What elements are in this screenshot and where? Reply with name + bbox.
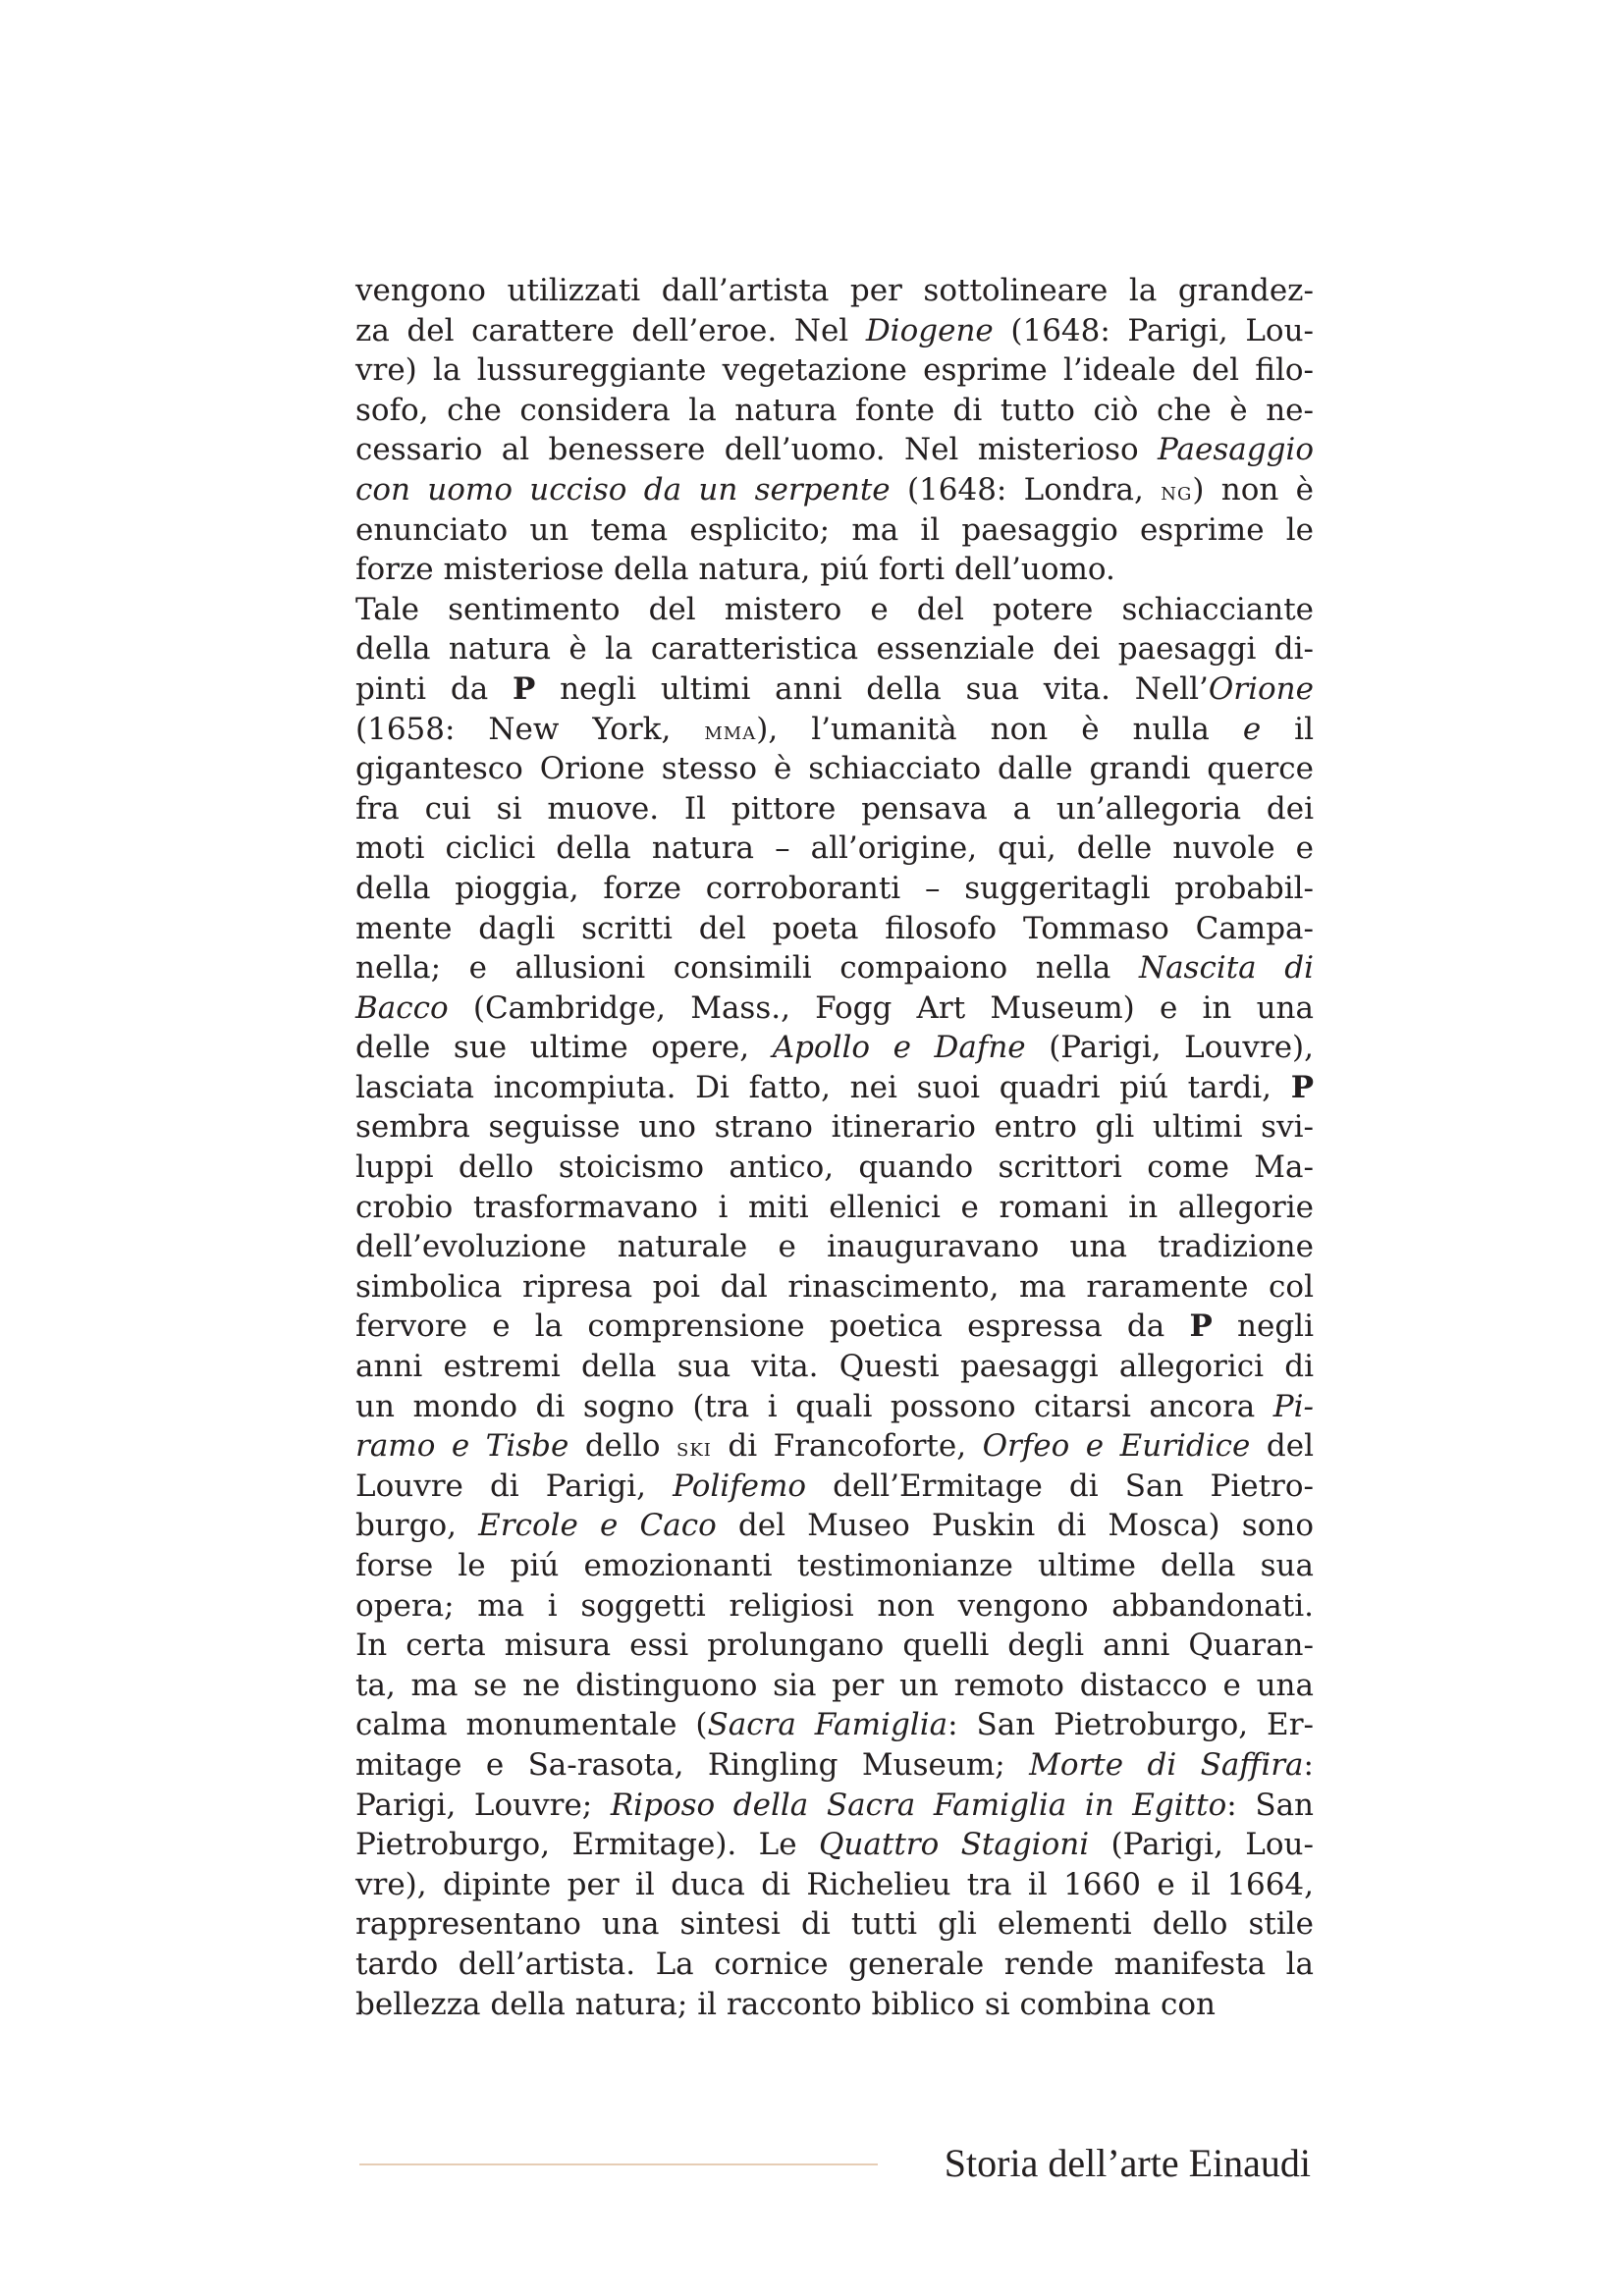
text-line xyxy=(355,1267,1314,1308)
italic-title: Orfeo e Euridice xyxy=(982,1428,1251,1465)
text-run: dello xyxy=(568,1428,676,1465)
text-run: nella; e allusioni consimili compaiono nella xyxy=(355,950,1139,987)
text-line xyxy=(355,1227,1314,1267)
italic-title: Quattro Stagioni xyxy=(819,1827,1090,1863)
text-run: il xyxy=(1261,711,1314,747)
italic-title: Sacra Famiglia xyxy=(707,1707,948,1743)
text-run: ) non è xyxy=(1192,471,1314,507)
text-run: vengono utilizzati dall’artista per sottolineare la grandez- xyxy=(355,273,1314,308)
text-line xyxy=(355,1426,1314,1467)
text-run: di Francoforte, xyxy=(711,1428,983,1465)
text-line xyxy=(355,629,1314,669)
bold-initial: P xyxy=(1189,1308,1213,1345)
text-line xyxy=(355,1467,1314,1507)
text-line xyxy=(355,1347,1314,1387)
text-run: (1648: Parigi, Lou- xyxy=(993,312,1315,348)
text-run: negli ultimi anni della sua vita. Nell’ xyxy=(535,670,1209,707)
text-run: tardo dell’artista. La cornice generale rende manifesta la xyxy=(355,1946,1314,1982)
text-line xyxy=(355,1825,1314,1865)
text-line xyxy=(355,350,1314,391)
bold-initial: P xyxy=(1290,1069,1314,1105)
text-run: delle sue ultime opere, xyxy=(355,1030,773,1066)
text-line xyxy=(355,789,1314,829)
text-line xyxy=(355,271,1314,311)
text-line xyxy=(355,1068,1314,1108)
text-line xyxy=(355,550,1314,590)
italic-title: Morte di Saffira xyxy=(1029,1746,1304,1783)
text-run: (Parigi, Louvre), xyxy=(1025,1030,1314,1066)
body-text xyxy=(355,271,1314,2024)
text-run: (1658: New York, xyxy=(355,711,705,747)
italic-title: ramo e Tisbe xyxy=(355,1428,569,1465)
text-line xyxy=(355,1945,1314,1985)
text-line xyxy=(355,909,1314,949)
italic-title: Riposo della Sacra Famiglia in Egitto xyxy=(610,1787,1227,1823)
text-run: un mondo di sogno (tra i quali possono citarsi ancora xyxy=(355,1388,1273,1424)
text-run: Louvre di Parigi, xyxy=(355,1468,674,1504)
text-line xyxy=(355,1705,1314,1745)
text-line xyxy=(355,1546,1314,1586)
text-run: dell’evoluzione naturale e inauguravano una tradizione xyxy=(355,1229,1314,1265)
text-run: (Parigi, Lou- xyxy=(1089,1827,1314,1863)
footer-title: Storia dell’arte Einaudi xyxy=(944,2141,1311,2185)
text-run: fervore e la comprensione poetica espressa da xyxy=(355,1308,1190,1345)
text-run: vre), dipinte per il duca di Richelieu tra il 1660 e il 1664, xyxy=(355,1866,1314,1902)
text-run: enunciato un tema esplicito; ma il paesaggio esprime le xyxy=(355,511,1314,548)
text-run: negli xyxy=(1212,1308,1314,1345)
text-run: vre) la lussureggiante vegetazione esprime l’ideale del filo- xyxy=(355,352,1314,389)
text-run: sofo, che considera la natura fonte di tutto ciò che è ne- xyxy=(355,392,1314,428)
text-run: za del carattere dell’eroe. Nel xyxy=(355,312,866,348)
text-line xyxy=(355,510,1314,551)
italic-title: Polifemo xyxy=(673,1468,807,1504)
footer-rule xyxy=(359,2163,878,2165)
text-line xyxy=(355,430,1314,470)
text-line xyxy=(355,1506,1314,1546)
text-run: fra cui si muove. Il pittore pensava a un’allegoria dei xyxy=(355,790,1314,827)
text-run: : xyxy=(1303,1746,1314,1783)
italic-title: Apollo e Dafne xyxy=(772,1030,1026,1066)
text-run: burgo, xyxy=(355,1508,479,1544)
text-run: mitage e Sa-rasota, Ringling Museum; xyxy=(355,1746,1030,1783)
text-run: anni estremi della sua vita. Questi paesaggi allegorici di xyxy=(355,1349,1314,1385)
text-line xyxy=(355,311,1314,351)
italic-title: con uomo ucciso da un serpente xyxy=(355,471,891,507)
small-caps-abbrev: mma xyxy=(704,715,757,745)
text-run: Parigi, Louvre; xyxy=(355,1787,611,1823)
text-line xyxy=(355,1865,1314,1905)
text-line xyxy=(355,1107,1314,1148)
text-run: Pietroburgo, Ermitage). Le xyxy=(355,1827,819,1863)
italic-title: Pi- xyxy=(1272,1388,1314,1424)
italic-title: Nascita di xyxy=(1138,950,1314,987)
text-run: mente dagli scritti del poeta filosofo Tommaso Campa- xyxy=(355,910,1314,946)
italic-title: Bacco xyxy=(355,989,449,1026)
text-run: moti ciclici della natura – all’origine, qui, delle nuvole e xyxy=(355,830,1314,867)
text-run: forze misteriose della natura, piú forti dell’uomo. xyxy=(355,552,1115,588)
text-line xyxy=(355,1985,1314,2025)
text-run: rappresentano una sintesi di tutti gli elementi dello stile xyxy=(355,1906,1314,1943)
text-line xyxy=(355,749,1314,789)
text-run: opera; ma i soggetti religiosi non vengono abbandonati. xyxy=(355,1587,1314,1624)
text-run: della pioggia, forze corroboranti – suggeritagli probabil- xyxy=(355,870,1314,906)
text-line xyxy=(355,391,1314,431)
text-line xyxy=(355,710,1314,750)
text-run: (1648: Londra, xyxy=(890,471,1162,507)
italic-title: Ercole e Caco xyxy=(478,1508,717,1544)
text-line xyxy=(355,590,1314,630)
bold-initial: P xyxy=(512,670,536,707)
text-run: In certa misura essi prolungano quelli degli anni Quaran- xyxy=(355,1628,1314,1664)
text-run: gigantesco Orione stesso è schiacciato dalle grandi querce xyxy=(355,751,1314,787)
text-run: bellezza della natura; il racconto biblico si combina con xyxy=(355,1986,1216,2022)
text-run: simbolica ripresa poi dal rinascimento, ma raramente col xyxy=(355,1268,1314,1305)
text-line xyxy=(355,1028,1314,1068)
text-run: cessario al benessere dell’uomo. Nel misterioso xyxy=(355,432,1159,468)
text-run: del Museo Puskin di Mosca) sono xyxy=(716,1508,1314,1544)
text-run: sembra seguisse uno strano itinerario entro gli ultimi svi- xyxy=(355,1109,1314,1146)
text-run: dell’Ermitage di San Pietro- xyxy=(806,1468,1314,1504)
text-line xyxy=(355,1307,1314,1347)
italic-title: Orione xyxy=(1208,670,1314,707)
text-run: Tale sentimento del mistero e del potere schiacciante xyxy=(355,591,1314,627)
text-line xyxy=(355,1666,1314,1706)
text-line xyxy=(355,1745,1314,1786)
italic-title: Diogene xyxy=(865,312,994,348)
text-run: lasciata incompiuta. Di fatto, nei suoi quadri piú tardi, xyxy=(355,1069,1291,1105)
text-run: : San Pietroburgo, Er- xyxy=(947,1707,1314,1743)
italic-title: Paesaggio xyxy=(1158,432,1314,468)
text-line xyxy=(355,828,1314,869)
text-line xyxy=(355,470,1314,510)
text-line xyxy=(355,1188,1314,1228)
text-run: forse le piú emozionanti testimonianze ultime della sua xyxy=(355,1548,1314,1583)
italic-title: e xyxy=(1242,711,1262,747)
text-run: crobio trasformavano i miti ellenici e romani in allegorie xyxy=(355,1189,1314,1225)
text-line xyxy=(355,1786,1314,1826)
text-run: pinti da xyxy=(355,670,513,707)
text-line xyxy=(355,1586,1314,1627)
small-caps-abbrev: ski xyxy=(676,1432,712,1463)
small-caps-abbrev: ng xyxy=(1161,475,1193,506)
text-run: luppi dello stoicismo antico, quando scrittori come Ma- xyxy=(355,1149,1314,1186)
text-line xyxy=(355,1904,1314,1945)
text-run: della natura è la caratteristica essenziale dei paesaggi di- xyxy=(355,631,1314,667)
text-run: ta, ma se ne distinguono sia per un remoto distacco e una xyxy=(355,1667,1314,1703)
text-run: (Cambridge, Mass., Fogg Art Museum) e in una xyxy=(448,989,1314,1026)
text-line xyxy=(355,669,1314,710)
text-run: : San xyxy=(1226,1787,1315,1823)
text-line xyxy=(355,988,1314,1029)
text-line xyxy=(355,869,1314,909)
text-run: del xyxy=(1250,1428,1314,1465)
text-line xyxy=(355,1387,1314,1427)
text-run: ), l’umanità non è nulla xyxy=(756,711,1243,747)
text-line xyxy=(355,1626,1314,1666)
text-line xyxy=(355,1148,1314,1188)
text-run: calma monumentale ( xyxy=(355,1707,708,1743)
text-line xyxy=(355,948,1314,988)
